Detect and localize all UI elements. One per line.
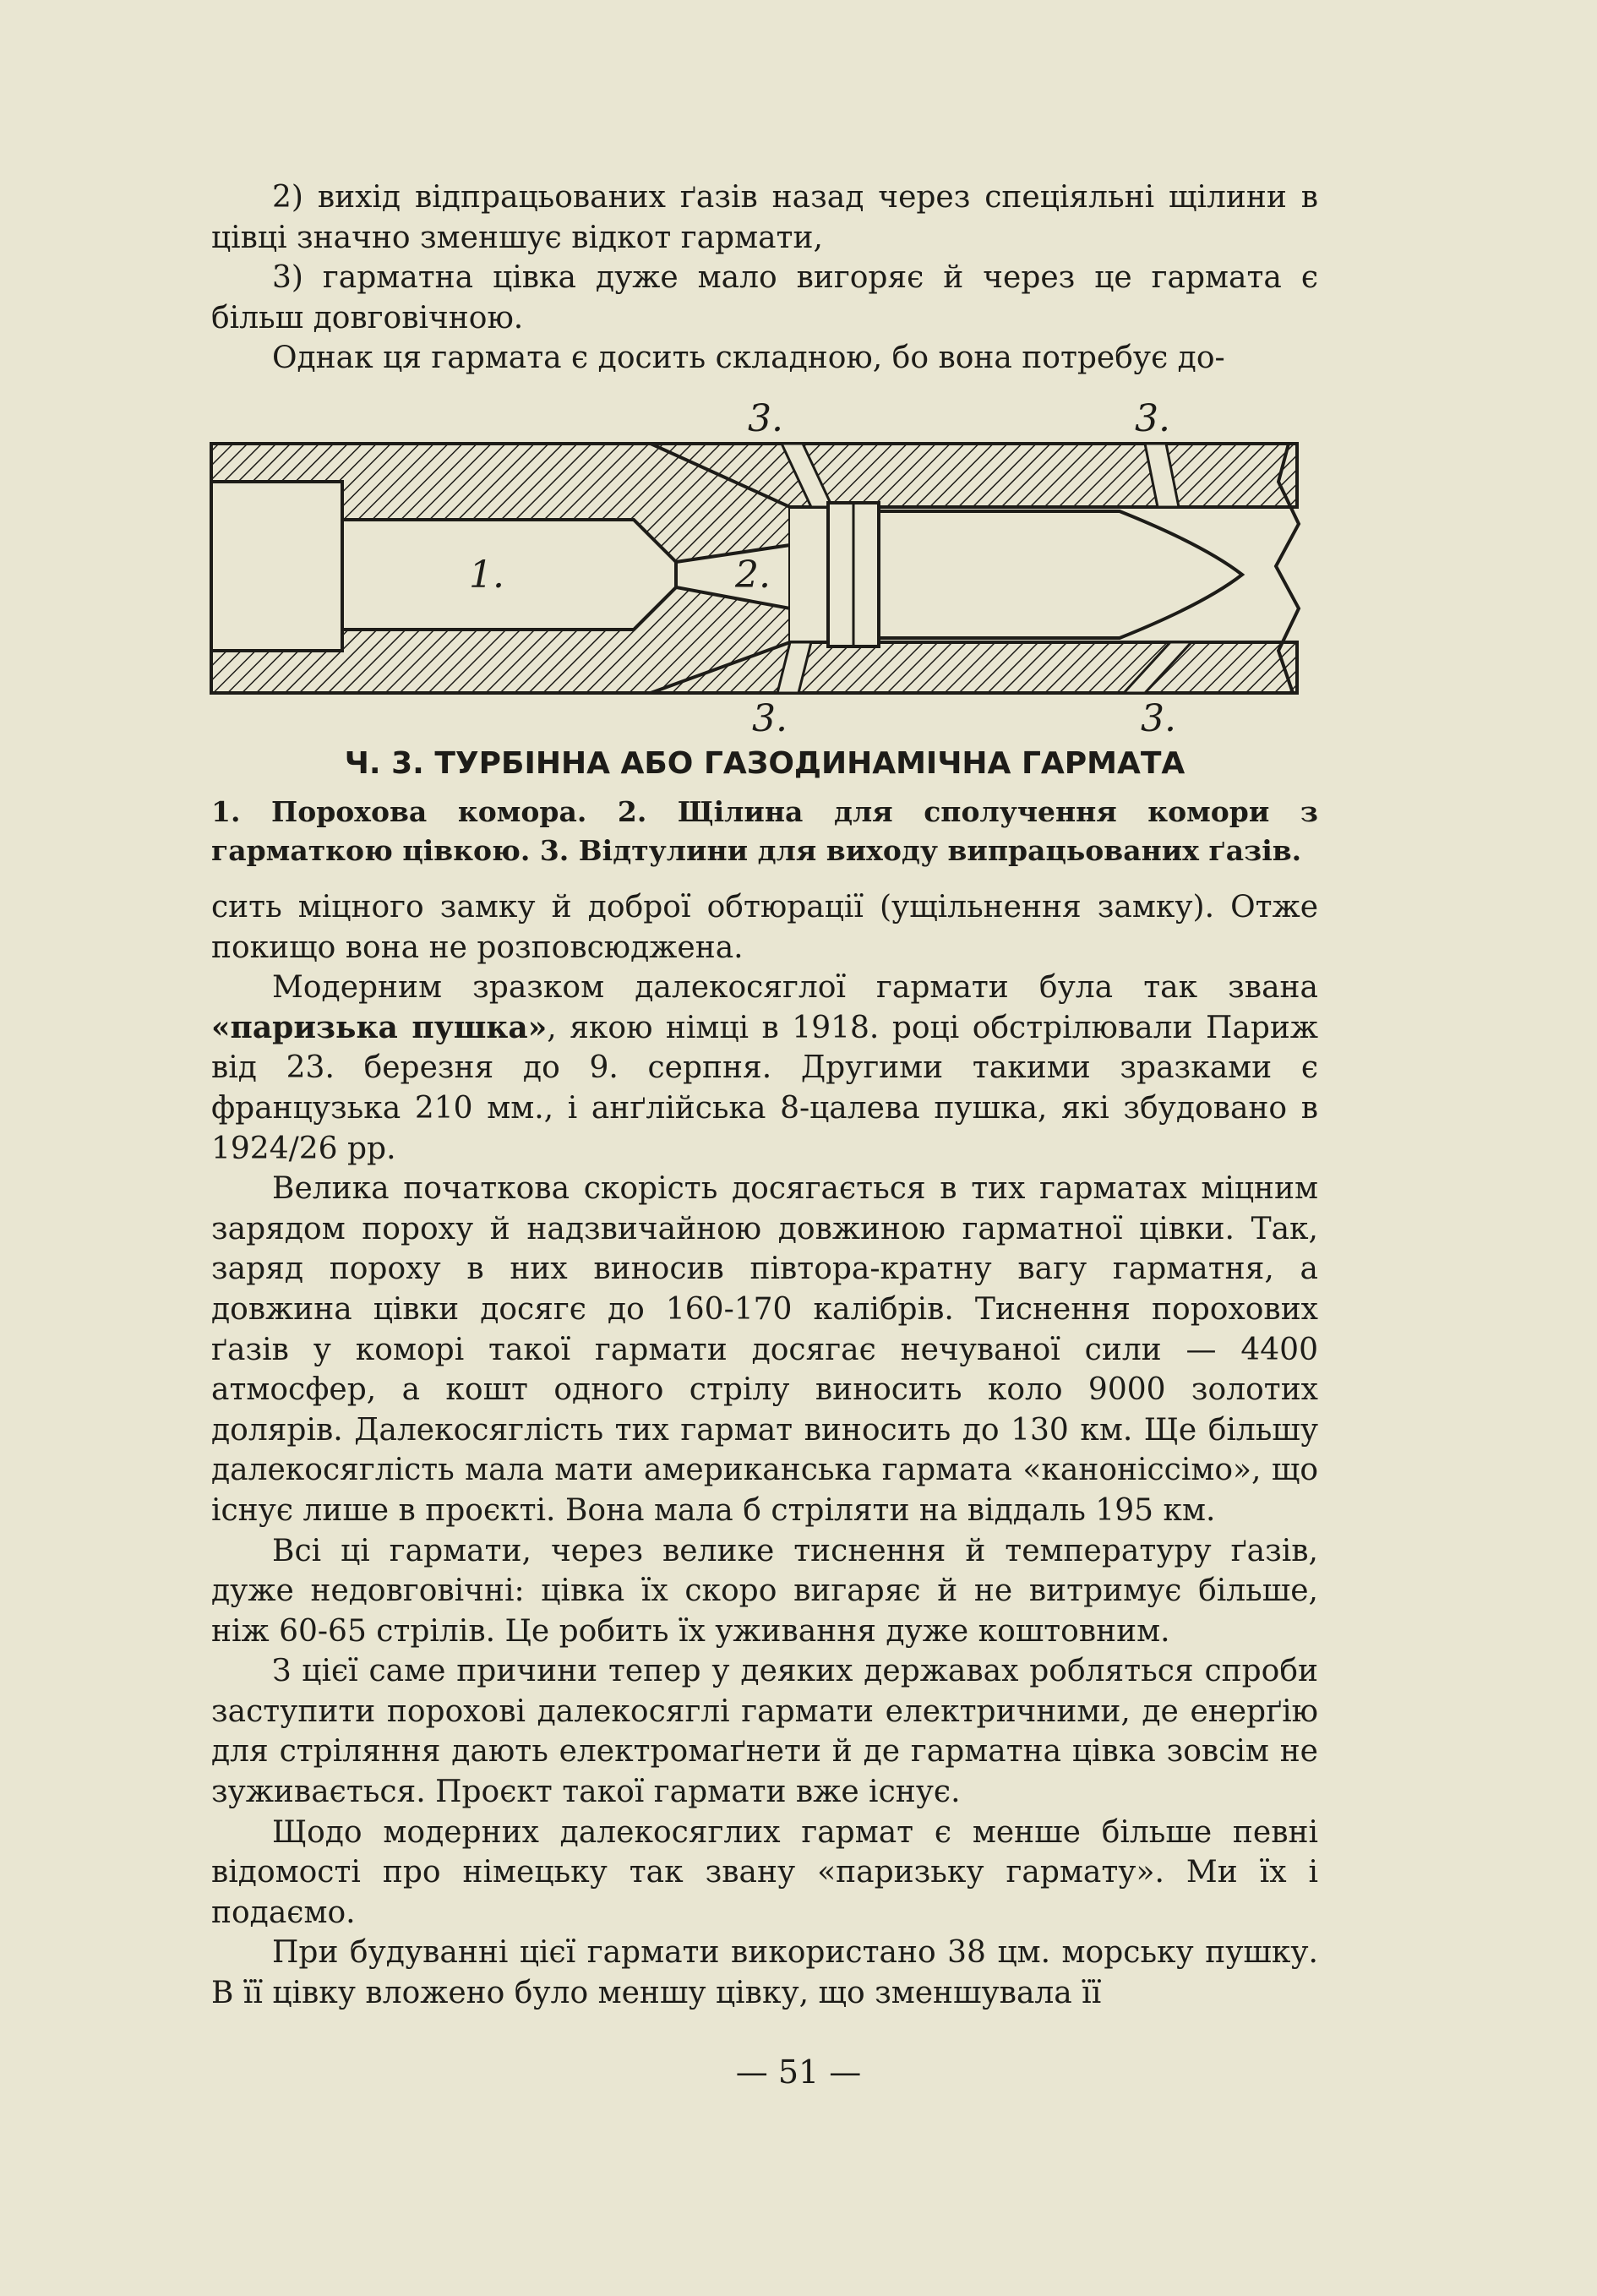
paris-gun-text-end: , якою німці в 1918. році обстрілювали Париж від 23. березня до 9. серпня. Другими такими зразками є французька 210 мм., і анґлійська 8-цалева пушка, які збудовано в 1924/26 рр. xyxy=(211,1010,1318,1166)
paragraph-point-2: 2) вихід відпрацьованих ґазів назад через спеціяльні щілини в цівці значно зменшує відкот гармати, xyxy=(211,180,1318,255)
label-vent-top-right: 3. xyxy=(1135,397,1170,440)
paragraph-construction: При будуванні цієї гармати використано 38 цм. морську пушку. В її цівку вложено було меншу цівку, що зменшувала її xyxy=(211,1935,1318,2011)
paragraph-point-3: 3) гарматна цівка дуже мало вигоряє й через це гармата є більш довговічною. xyxy=(211,260,1318,335)
figure-caption-text: 1. Порохова комора. 2. Щілина для сполучення комори з гарматкою цівкою. 3. Відтулини для виходу випрацьованих ґазів. xyxy=(211,795,1318,867)
page-number: — 51 — xyxy=(735,2053,862,2091)
label-vent-bottom-right: 3. xyxy=(1141,697,1176,735)
label-vent-bottom-left: 3. xyxy=(752,697,788,735)
paragraph-initial-velocity: Велика початкова скорість досягається в тих гарматах міцним зарядом пороху й надзвичайною довжиною гарматної цівки. Так, заряд пороху в них виносив півтора-кратну вагу гарматня, а довжина цівки досягє до 160-170 калібрів. Тиснення порохових ґазів у коморі такої гармати досягає нечуваної сили — 4400 атмосфер, а кошт одного стрілу виносить коло 9000 золотих долярів. Далекосяглість тих гармат виносить до 130 км. Ще більшу далекосяглість мала мати американська гармата «каноніссімо», що існує лише в проєкті. Вона мала б стріляти на віддаль 195 км. xyxy=(211,1171,1318,1528)
paris-gun-bold: «паризька пушка» xyxy=(211,1009,548,1045)
label-slot: 2. xyxy=(735,554,771,597)
figure-caption-title: Ч. 3. ТУРБІННА АБО ГАЗОДИНАМІЧНА ГАРМАТА xyxy=(344,746,1185,781)
paragraph-obturation: сить міцного замку й доброї обтюрації (ущільнення замку). Отже покищо вона не розповсюджена. xyxy=(211,890,1318,965)
top-text-block xyxy=(211,177,1318,379)
main-text-block xyxy=(211,887,1318,2014)
paragraph-however: Однак ця гармата є досить складною, бо вона потребує до- xyxy=(272,341,1225,376)
paragraph-electric-guns: З цієї саме причини тепер у деяких державах робляться спроби заступити порохові далекосяглі гармати електричними, де енерґію для стріляння дають електромаґнети й де гарматна цівка зовсім не зуживається. Проєкт такої гармати вже існує. xyxy=(211,1654,1318,1810)
paragraph-modern-guns: Щодо модерних далекосяглих гармат є менше більше певні відомості про німецьку так звану «паризьку гармату». Ми їх і подаємо. xyxy=(211,1814,1318,1930)
turbine-gun-diagram xyxy=(207,397,1305,735)
paris-gun-text-start: Модерним зразком далекосяглої гармати була так звана xyxy=(272,970,1318,1006)
powder-chamber xyxy=(342,520,676,630)
gun-cross-section-drawing xyxy=(207,397,1305,735)
paragraph-paris-gun xyxy=(211,968,1318,1169)
label-vent-top-left: 3. xyxy=(748,397,783,440)
paragraph-durability: Всі ці гармати, через велике тиснення й температуру ґазів, дуже недовговічні: цівка їх скоро вигаряє й не витримує більше, ніж 60-65 стрілів. Це робить їх уживання дуже коштовним. xyxy=(211,1533,1318,1649)
breech-screw xyxy=(211,482,342,651)
label-chamber: 1. xyxy=(469,554,504,597)
